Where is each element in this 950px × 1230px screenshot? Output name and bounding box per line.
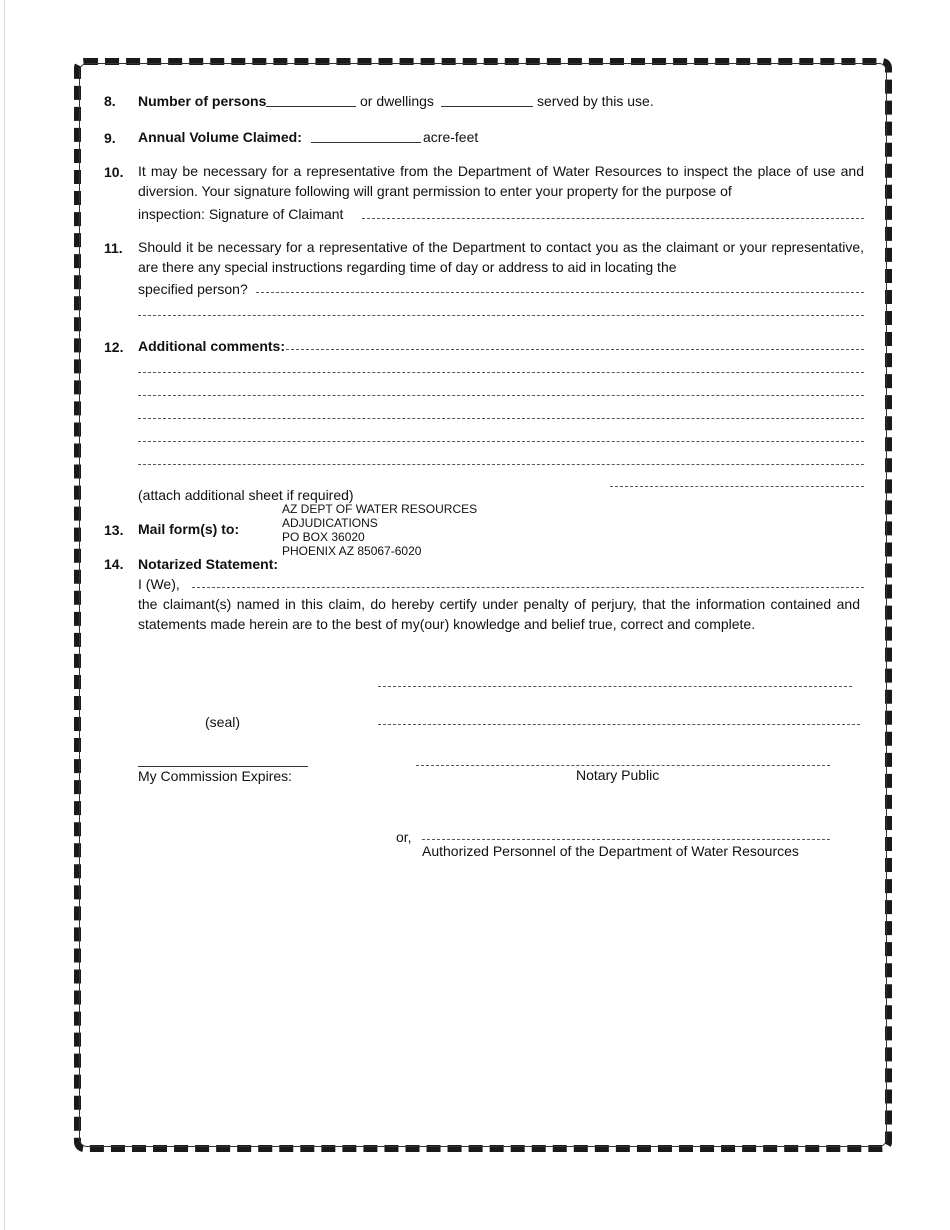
- item-10-signature-label: inspection: Signature of Claimant: [138, 206, 344, 222]
- item-8-persons-label: [138, 92, 266, 110]
- seal-label: (seal): [205, 714, 241, 730]
- notary-public-label: Notary Public: [576, 767, 660, 783]
- item-13-label: Mail form(s) to:: [138, 521, 240, 537]
- comments-line-7[interactable]: [610, 486, 864, 487]
- authorized-signature-line[interactable]: [422, 839, 830, 840]
- comments-line-2[interactable]: [138, 372, 864, 373]
- special-instructions-line-1[interactable]: [256, 292, 864, 293]
- mailing-address-line-2: ADJUDICATIONS: [282, 516, 378, 530]
- mailing-address-line-1: AZ DEPT OF WATER RESOURCES: [282, 502, 478, 516]
- item-11-text: Should it be necessary for a representative of the Department to contact you as the claimant or your representative, are there any special instructions regarding time of day or address to aid in locating the: [138, 239, 864, 275]
- item-14-i-we: I (We),: [138, 576, 180, 592]
- item-14-label: Notarized Statement:: [138, 556, 279, 572]
- item-10-text: It may be necessary for a representative from the Department of Water Resources to inspect the place of use and diversion. Your signature following will grant permission to enter your property for the purpose of: [138, 163, 864, 199]
- item-9-label: Annual Volume Claimed:: [138, 129, 302, 145]
- item-8-served-label: served by this use.: [537, 93, 654, 109]
- mailing-address-line-3: PO BOX 36020: [282, 530, 365, 544]
- commission-expires-label: My Commission Expires:: [138, 768, 293, 784]
- claimant-signature-line[interactable]: [378, 686, 852, 687]
- comments-line-3[interactable]: [138, 395, 864, 396]
- comments-line-1[interactable]: [286, 349, 864, 350]
- mailing-address-line-4: PHOENIX AZ 85067-6020: [282, 544, 422, 558]
- comments-line-5[interactable]: [138, 441, 864, 442]
- item-8-label-a: Number of persons: [138, 93, 267, 109]
- item-12-label: Additional comments:: [138, 338, 286, 354]
- item-14-number: 14.: [104, 556, 124, 572]
- item-12-number: 12.: [104, 339, 124, 355]
- scan-edge: [4, 0, 5, 1230]
- item-13-number: 13.: [104, 522, 124, 538]
- item-14-text: the claimant(s) named in this claim, do hereby certify under penalty of perjury, that the information contained and statements made herein are to the best of my(our) knowledge and belief true, correct and complete.: [138, 596, 860, 632]
- item-8-dwellings-label: or dwellings: [360, 93, 434, 109]
- claimant-signature-field[interactable]: [362, 218, 864, 219]
- claimant-names-field[interactable]: [192, 587, 864, 588]
- comments-line-4[interactable]: [138, 418, 864, 419]
- authorized-personnel-label: Authorized Personnel of the Department of Water Resources: [422, 843, 799, 859]
- dwellings-field[interactable]: [441, 106, 533, 107]
- item-8-number: 8.: [104, 93, 116, 109]
- second-signature-line[interactable]: [378, 724, 860, 725]
- item-11-number: 11.: [104, 240, 123, 256]
- persons-field[interactable]: [266, 106, 356, 107]
- or-label: or,: [396, 829, 412, 845]
- annual-volume-field[interactable]: [311, 142, 421, 143]
- item-10-number: 10.: [104, 164, 124, 180]
- item-9-number: 9.: [104, 130, 116, 146]
- item-12-note: (attach additional sheet if required): [138, 487, 354, 503]
- item-9-unit: acre-feet: [423, 129, 479, 145]
- item-11-tail: specified person?: [138, 281, 248, 297]
- comments-line-6[interactable]: [138, 464, 864, 465]
- special-instructions-line-2[interactable]: [138, 315, 864, 316]
